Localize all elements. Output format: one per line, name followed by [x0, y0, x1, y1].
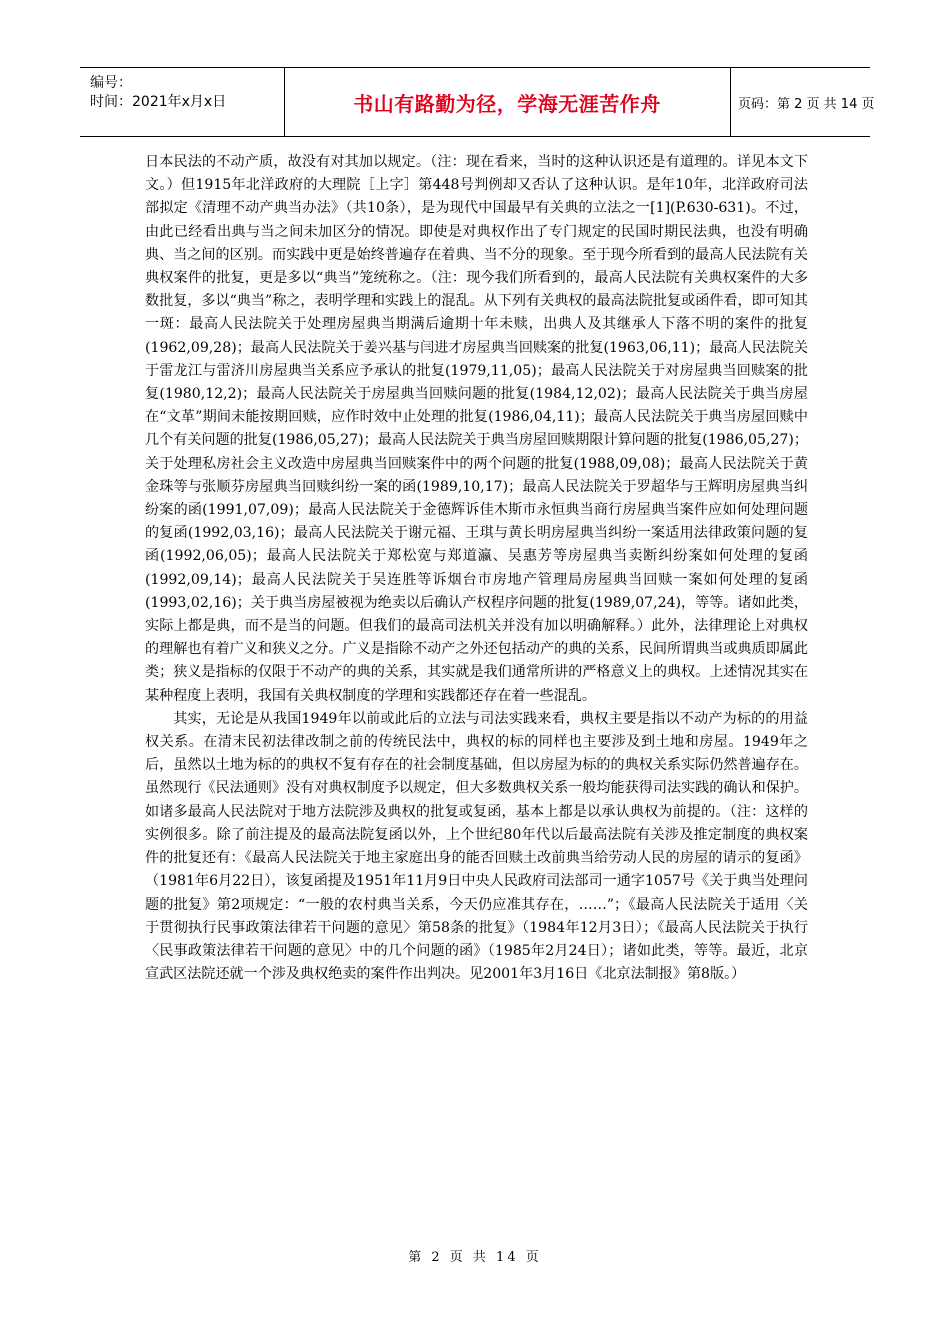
header-motto: 书山有路勤为径，学海无涯苦作舟	[353, 91, 661, 116]
body-paragraph: 其实，无论是从我国1949年以前或此后的立法与司法实践来看，典权主要是指以不动产为标的的用益权关系。在清末民初法律改制之前的传统民法中，典权的标的同样也主要涉及到土地和房屋。1949年之后，虽然以土地为标的的典权不复有存在的社会制度基础，但以房屋为标的的典权关系实际仍然普遍存在。虽然现行《民法通则》没有对典权制度予以规定，但大多数典权关系一般均能获得司法实践的确认和保护。如诸多最高人民法院对于地方法院涉及典权的批复或复函，基本上都是以承认典权为前提的。（注：这样的实例很多。除了前注提及的最高法院复函以外，上个世纪80年代以后最高法院有关涉及推定制度的典权案件的批复还有：《最高人民法院关于地主家庭出身的能否回赎土改前典当给劳动人民的房屋的请示的复函》（1981年6月22日），该复函提及1951年11月9日中央人民政府司法部司一通字1057号《关于典当处理问题的批复》第2项规定：“一般的农村典当关系，今天仍应准其存在，……”；《最高人民法院关于适用〈关于贯彻执行民事政策法律若干问题的意见〉第58条的批复》（1984年12月3日）；《最高人民法院关于执行〈民事政策法律若干问题的意见〉中的几个问题的函》（1985年2月24日）；诸如此类，等等。最近，北京宣武区法院还就一个涉及典权绝卖的案件作出判决。见2001年3月16日《北京法制报》第8版。）	[145, 710, 808, 983]
body-paragraph: 日本民法的不动产质，故没有对其加以规定。（注：现在看来，当时的这种认识还是有道理的。详见本文下文。）但1915年北洋政府的大理院［上字］第448号判例却又否认了这种认识。是年10年，北洋政府司法部拟定《清理不动产典当办法》（共10条），是为现代中国最早有关典的立法之一[1](P.630-631)。不过，由此已经看出典与当之间未加区分的情况。即使是对典权作出了专门规定的民国时期民法典，也没有明确典、当之间的区别。而实践中更是始终普遍存在着典、当不分的现象。至于现今所看到的最高人民法院有关典权案件的批复，更是多以“典当”笼统称之。（注：现今我们所看到的，最高人民法院有关典权案件的大多数批复，多以“典当”称之，表明学理和实践上的混乱。从下列有关典权的最高法院批复或函件看，即可知其一斑：最高人民法院关于处理房屋典当期满后逾期十年未赎，出典人及其继承人下落不明的案件的批复(1962,09,28)；最高人民法院关于姜兴基与闫进才房屋典当回赎案的批复(1963,06,11)；最高人民法院关于雷龙江与雷济川房屋典当关系应予承认的批复(1979,11,05)；最高人民法院关于对房屋典当回赎案的批复(1980,12,2)；最高人民法院关于房屋典当回赎问题的批复(1984,12,02)；最高人民法院关于典当房屋在“文革”期间未能按期回赎，应作时效中止处理的批复(1986,04,11)；最高人民法院关于典当房屋回赎中几个有关问题的批复(1986,05,27)；最高人民法院关于典当房屋回赎期限计算问题的批复(1986,05,27)；关于处理私房社会主义改造中房屋典当回赎案件中的两个问题的批复(1988,09,08)；最高人民法院关于黄金珠等与张顺芬房屋典当回赎纠纷一案的函(1989,10,17)；最高人民法院关于罗超华与王辉明房屋典当纠纷案的函(1991,07,09)；最高人民法院关于金德辉诉佳木斯市永恒典当商行房屋典当案件应如何处理问题的复函(1992,03,16)；最高人民法院关于谢元福、王琪与黄长明房屋典当纠纷一案适用法律政策问题的复函(1992,06,05)；最高人民法院关于郑松宽与郑道瀛、吴惠芳等房屋典当卖断纠纷案如何处理的复函(1992,09,14)；最高人民法院关于吴连胜等诉烟台市房地产管理局房屋典当回赎一案如何处理的复函(1993,02,16)；关于典当房屋被视为绝卖以后确认产权程序问题的批复(1989,07,24)，等等。诸如此类，实际上都是典，而不是当的问题。但我们的最高司法机关并没有加以明确解释。）此外，法律理论上对典权的理解也有着广义和狭义之分。广义是指除不动产之外还包括动产的典的关系，民间所谓典当或典质即属此类；狭义是指标的仅限于不动产的典的关系，其实就是我们通常所讲的严格意义上的典权。上述情况其实在某种程度上表明，我国有关典权制度的学理和实践都还存在着一些混乱。	[145, 154, 808, 704]
page-footer: 第 2 页 共 14 页	[408, 1250, 542, 1265]
document-date-label: 时间：2021年x月x日	[90, 94, 227, 110]
header-page-number: 页码：第 2 页 共 14 页	[738, 96, 875, 112]
header-divider	[730, 68, 731, 136]
header-meta	[90, 74, 280, 112]
document-body	[145, 151, 808, 986]
document-number-label: 编号：	[90, 75, 132, 91]
page-header	[80, 67, 875, 137]
